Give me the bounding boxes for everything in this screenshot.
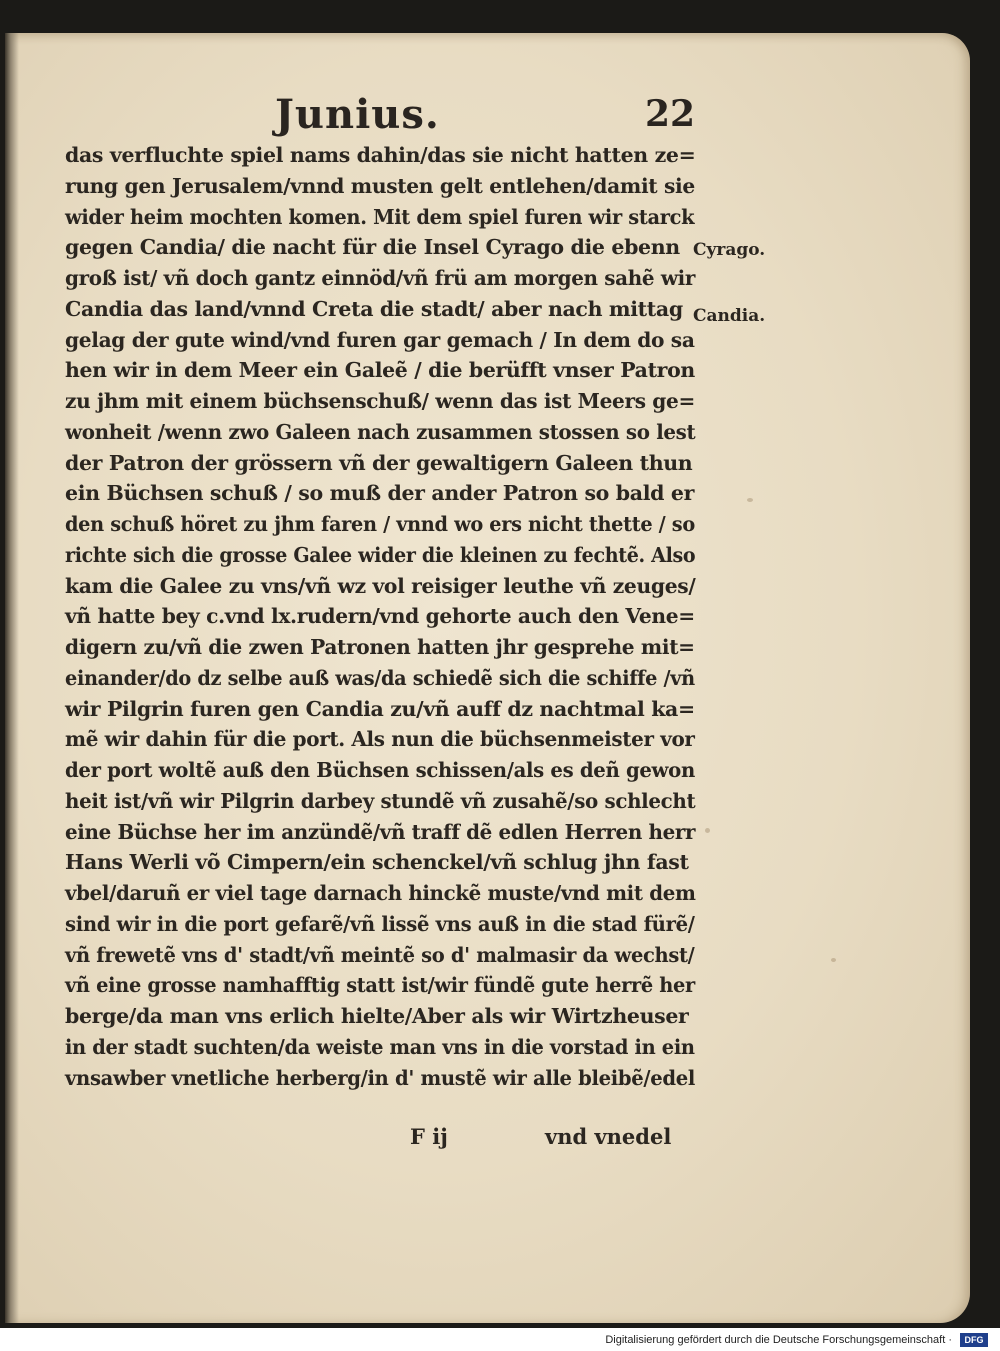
funding-credit: Digitalisierung gefördert durch die Deutsche Forschungsgemeinschaft · bbox=[605, 1334, 952, 1346]
paper-stain bbox=[705, 828, 710, 833]
text-line: sind wir in die port gefarẽ/vñ lissẽ vns auß in die stad fürẽ/ bbox=[65, 911, 695, 936]
margin-note-candia: Candia. bbox=[693, 306, 766, 326]
text-line: der port woltẽ auß den Büchsen schissen/als es deñ gewon bbox=[65, 758, 695, 782]
text-line: gegen Candia/ die nacht für die Insel Cyrago die ebenn bbox=[65, 235, 680, 260]
text-line: digern zu/vñ die zwen Patronen hatten jhr gesprehe mit= bbox=[65, 635, 695, 659]
text-line: wider heim mochten komen. Mit dem spiel furen wir starck bbox=[65, 204, 695, 229]
text-line: Candia das land/vnnd Creta die stadt/ aber nach mittag bbox=[65, 296, 683, 321]
folio-number: 22 bbox=[645, 93, 696, 135]
text-line: vñ frewetẽ vns d' stadt/vñ meintẽ so d' malmasir da wechst/ bbox=[65, 942, 695, 967]
text-line: wonheit /wenn zwo Galeen nach zusammen stossen so lest bbox=[65, 419, 696, 444]
text-line: groß ist/ vñ doch gantz einnöd/vñ frü am morgen sahẽ wir bbox=[65, 266, 696, 290]
text-line: heit ist/vñ wir Pilgrin darbey stundẽ vñ zusahẽ/so schlecht bbox=[65, 788, 696, 813]
paper-stain bbox=[747, 498, 753, 502]
text-line: mẽ wir dahin für die port. Als nun die büchsenmeister vor bbox=[65, 727, 695, 752]
text-line: den schuß höret zu jhm faren / vnnd wo ers nicht thette / so bbox=[65, 512, 695, 536]
text-line: wir Pilgrin furen gen Candia zu/vñ auff dz nachtmal ka= bbox=[65, 696, 695, 721]
text-line: richte sich die grosse Galee wider die kleinen zu fechtẽ. Also bbox=[65, 542, 696, 567]
text-line: in der stadt suchten/da weiste man vns in die vorstad in ein bbox=[65, 1034, 695, 1059]
text-line: Hans Werli võ Cimpern/ein schenckel/vñ schlug jhn fast bbox=[65, 850, 689, 875]
text-line: der Patron der grössern vñ der gewaltigern Galeen thun bbox=[65, 450, 693, 475]
text-line: einander/do dz selbe auß was/da schiedẽ sich die schiffe /vñ bbox=[65, 665, 695, 690]
text-line: eine Büchse her im anzündẽ/vñ traff dẽ edlen Herren herr bbox=[65, 819, 696, 844]
text-line: rung gen Jerusalem/vnnd musten gelt entlehen/damit sie bbox=[65, 173, 695, 198]
body-text bbox=[65, 140, 695, 1093]
paper-stain bbox=[831, 958, 836, 962]
text-line: vñ hatte bey c.vnd lx.rudern/vnd gehorte auch den Vene= bbox=[65, 604, 695, 629]
text-line: gelag der gute wind/vnd furen gar gemach / In dem do sa bbox=[65, 327, 695, 352]
dfg-logo: DFG bbox=[960, 1333, 988, 1347]
signature-mark: F ij bbox=[410, 1124, 448, 1149]
running-title: Junius. bbox=[275, 91, 440, 138]
catchword: vnd vnedel bbox=[545, 1124, 672, 1149]
text-line: zu jhm mit einem büchsenschuß/ wenn das ist Meers ge= bbox=[65, 389, 695, 413]
text-line: kam die Galee zu vns/vñ wz vol reisiger leuthe vñ zeuges/ bbox=[65, 573, 696, 598]
margin-note-cyrago: Cyrago. bbox=[693, 240, 766, 260]
text-line: vbel/daruñ er viel tage darnach hinckẽ muste/vnd mit dem bbox=[65, 881, 696, 905]
text-line: hen wir in dem Meer ein Galeẽ / die berüfft vnser Patron bbox=[65, 358, 695, 383]
book-page bbox=[5, 33, 970, 1323]
footer bbox=[0, 1328, 1000, 1351]
text-line: das verfluchte spiel nams dahin/das sie nicht hatten ze= bbox=[65, 143, 696, 167]
text-line: berge/da man vns erlich hielte/Aber als wir Wirtzheuser bbox=[65, 1004, 689, 1028]
text-line: vñ eine grosse namhafftig statt ist/wir fündẽ gute herrẽ her bbox=[65, 973, 695, 998]
text-line: ein Büchsen schuß / so muß der ander Patron so bald er bbox=[65, 481, 695, 506]
text-line: vnsawber vnetliche herberg/in d' mustẽ wir alle bleibẽ/edel bbox=[65, 1065, 695, 1090]
page-gutter bbox=[5, 33, 19, 1323]
